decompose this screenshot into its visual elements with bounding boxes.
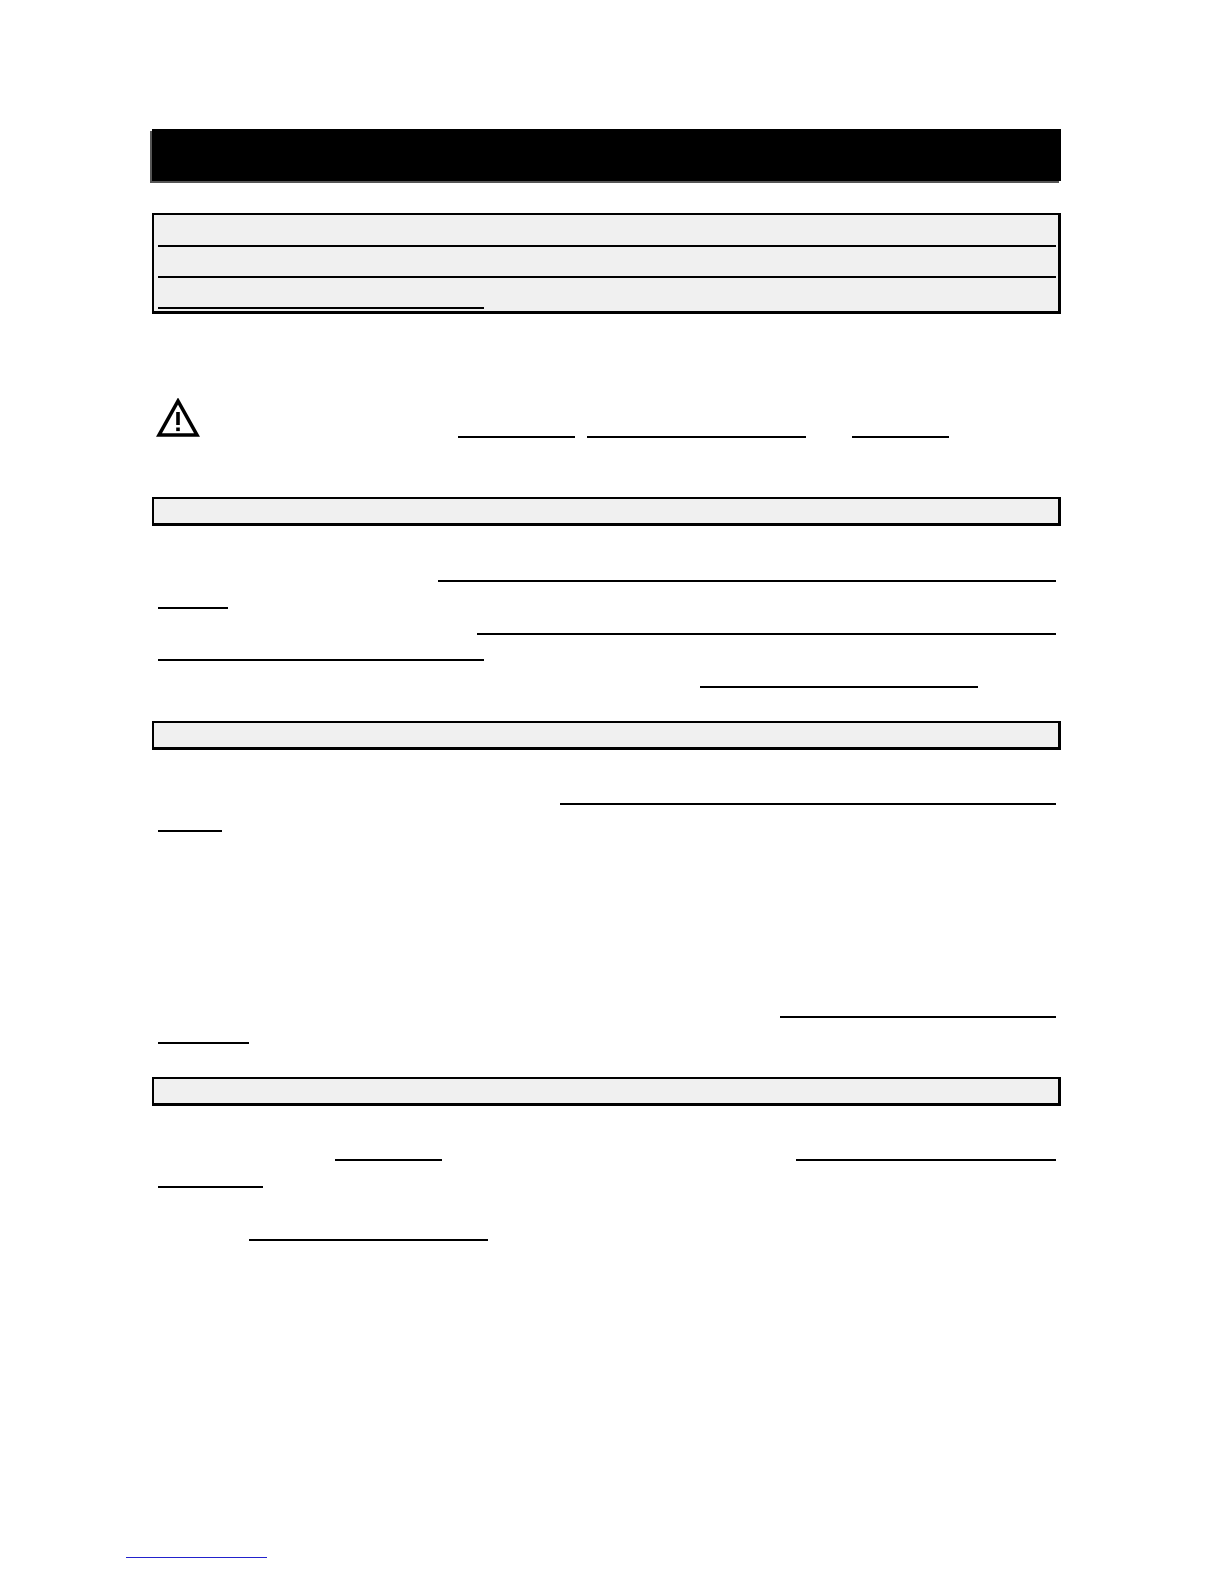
section-2-line-2b [158, 1042, 249, 1044]
section-1-line-3 [700, 686, 978, 688]
section-1-line-1b [158, 607, 228, 609]
section-1-header [152, 497, 1061, 526]
section-3-line-2 [249, 1239, 488, 1241]
warning-underline-1 [458, 436, 575, 438]
intro-line-3 [158, 307, 484, 309]
intro-line-2 [158, 276, 1056, 278]
section-1-line-2a [477, 633, 1056, 635]
warning-underline-3 [852, 436, 949, 438]
warning-underline-2 [587, 436, 806, 438]
warning-triangle-icon [156, 398, 200, 438]
section-3-line-1b [796, 1159, 1056, 1161]
section-2-header [152, 721, 1061, 750]
section-3-line-1a [335, 1159, 442, 1161]
section-1-line-1a [438, 580, 1056, 582]
section-3-line-1c [158, 1186, 263, 1188]
page-title-bar [152, 129, 1061, 181]
section-2-line-1a [560, 803, 1056, 805]
section-2-line-1b [158, 830, 222, 832]
section-3-header [152, 1077, 1061, 1106]
section-2-line-2a [780, 1016, 1056, 1018]
section-1-line-2b [158, 659, 484, 661]
intro-box [152, 213, 1061, 314]
intro-line-1 [158, 245, 1056, 247]
footer-link[interactable] [126, 1557, 267, 1558]
